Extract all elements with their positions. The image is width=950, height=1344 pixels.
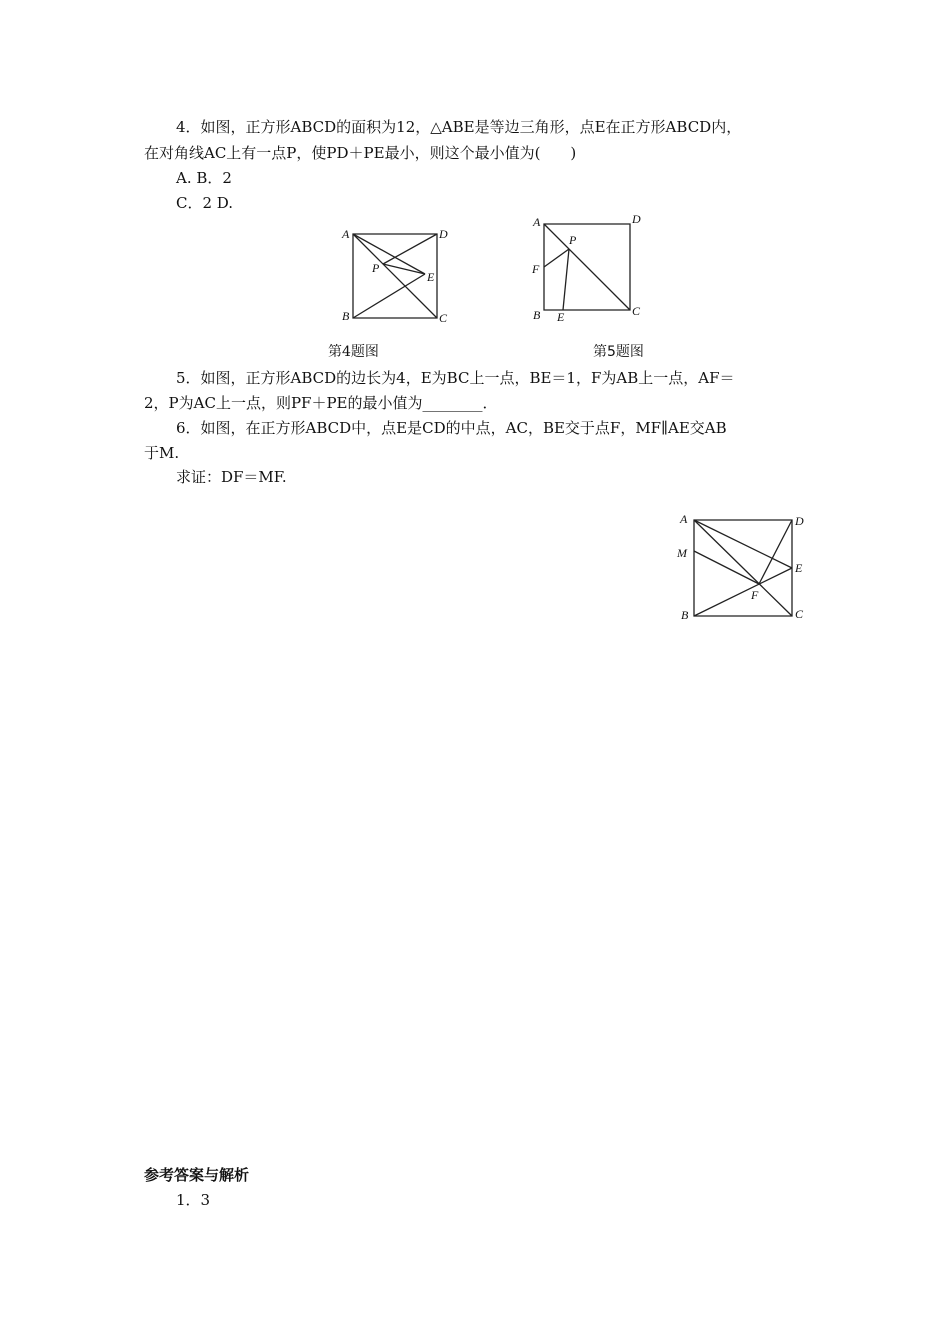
fig4-diagonal-ac <box>353 234 437 318</box>
fig6-label-b: B <box>681 608 689 622</box>
q4-options-1: A. B．2 <box>176 169 232 187</box>
fig4-label-b: B <box>342 309 350 323</box>
fig6-line-df <box>759 520 792 584</box>
fig6-line-ae <box>694 520 792 568</box>
fig5-diagonal-ac <box>544 224 630 310</box>
figure-4-diagram <box>336 222 458 328</box>
q6-line-3: 求证：DF＝MF. <box>176 468 287 486</box>
figure-6-diagram <box>670 505 815 627</box>
fig4-line-pe <box>383 264 425 274</box>
fig4-label-a: A <box>342 227 350 241</box>
fig6-label-d: D <box>795 514 804 528</box>
fig4-line-pd <box>383 234 437 264</box>
fig6-label-m: M <box>677 546 687 560</box>
q6-line-1: 6．如图，在正方形ABCD中，点E是CD的中点，AC，BE交于点F，MF∥AE交AB <box>176 419 727 437</box>
q5-line-1: 5．如图，正方形ABCD的边长为4，E为BC上一点，BE＝1，F为AB上一点，AF＝ <box>176 369 735 387</box>
fig5-line-fp <box>544 249 569 267</box>
fig6-label-c: C <box>795 607 804 621</box>
fig5-label-e: E <box>557 310 565 324</box>
fig4-label-d: D <box>439 227 448 241</box>
fig6-diagonal-ac <box>694 520 792 616</box>
q5-line-2: 2，P为AC上一点，则PF＋PE的最小值为________． <box>144 394 498 412</box>
fig4-label-e: E <box>427 270 435 284</box>
fig5-label-a: A <box>533 215 541 229</box>
fig4-label-c: C <box>439 311 448 325</box>
q4-line-2: 在对角线AC上有一点P，使PD＋PE最小，则这个最小值为( ) <box>144 144 577 162</box>
answer-1: 1．3 <box>176 1191 211 1209</box>
fig4-line-ae <box>353 234 425 274</box>
figure-5-diagram <box>528 210 648 328</box>
q4-options-2: C．2 D. <box>176 194 234 212</box>
fig5-label-c: C <box>632 304 641 318</box>
fig6-label-f: F <box>751 588 759 602</box>
fig5-label-f: F <box>532 262 540 276</box>
fig4-label-p: P <box>372 261 380 275</box>
q6-line-2: 于M. <box>144 444 180 462</box>
fig5-label-b: B <box>533 308 541 322</box>
fig5-label-d: D <box>632 212 641 226</box>
fig5-line-pe <box>563 249 569 310</box>
fig5-label-p: P <box>569 233 577 247</box>
figure-4-caption: 第4题图 <box>328 344 379 360</box>
figure-5-caption: 第5题图 <box>593 344 644 360</box>
fig6-label-a: A <box>680 512 688 526</box>
q4-line-1: 4．如图，正方形ABCD的面积为12，△ABE是等边三角形，点E在正方形ABCD内， <box>176 118 742 136</box>
fig6-line-mf <box>694 551 759 584</box>
answers-heading: 参考答案与解析 <box>144 1166 250 1184</box>
fig6-label-e: E <box>795 561 803 575</box>
